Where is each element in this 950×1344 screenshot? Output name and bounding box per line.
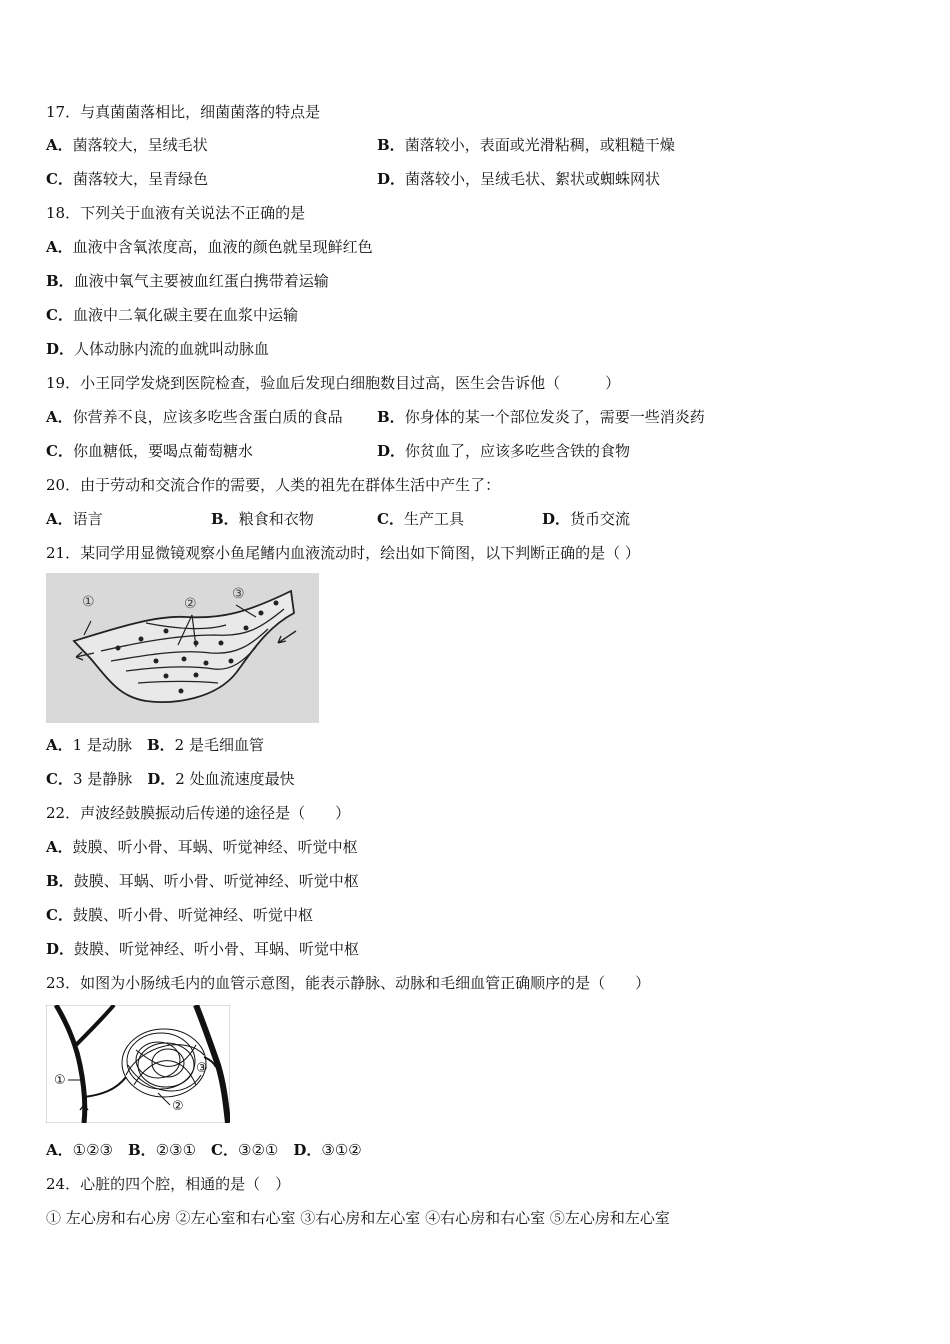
option-text: 你营养不良，应该多吃些含蛋白质的食品 bbox=[72, 408, 343, 426]
q22-option-c bbox=[46, 905, 313, 925]
q20-option-c bbox=[377, 509, 464, 529]
q20-option-a bbox=[46, 509, 103, 529]
option-text: ③①② bbox=[321, 1141, 362, 1159]
option-label: C． bbox=[377, 510, 404, 528]
option-label: D． bbox=[377, 170, 406, 188]
option-text: 血液中二氧化碳主要在血浆中运输 bbox=[72, 306, 298, 324]
option-label: C． bbox=[46, 770, 73, 788]
option-label: A． bbox=[46, 238, 73, 256]
q18-option-a bbox=[46, 237, 373, 257]
option-text: 1 是动脉 bbox=[72, 736, 132, 754]
option-label: B． bbox=[46, 872, 74, 890]
option-text: 菌落较大，呈绒毛状 bbox=[72, 136, 208, 154]
option-label: A． bbox=[46, 838, 73, 856]
option-label: B． bbox=[46, 272, 74, 290]
option-label: A． bbox=[46, 736, 73, 754]
option-label: B． bbox=[377, 136, 405, 154]
label-1: ① bbox=[54, 1073, 66, 1088]
option-text: 血液中氧气主要被血红蛋白携带着运输 bbox=[73, 272, 329, 290]
q19-option-b bbox=[377, 407, 705, 427]
option-text: 鼓膜、听小骨、耳蜗、听觉神经、听觉中枢 bbox=[72, 838, 358, 856]
option-text: 鼓膜、听觉神经、听小骨、耳蜗、听觉中枢 bbox=[74, 940, 360, 958]
option-label: C． bbox=[46, 306, 73, 324]
option-label: B． bbox=[146, 736, 175, 754]
option-label: A． bbox=[46, 408, 73, 426]
q19-option-c bbox=[46, 441, 253, 461]
option-text: 你身体的某一个部位发炎了，需要一些消炎药 bbox=[404, 408, 705, 426]
label-1: ① bbox=[82, 594, 95, 610]
q18-option-d bbox=[46, 339, 269, 359]
q17-option-a bbox=[46, 135, 208, 155]
option-text: 生产工具 bbox=[403, 510, 464, 528]
option-label: B． bbox=[377, 408, 405, 426]
q17-option-c bbox=[46, 169, 208, 189]
option-text: 菌落较小，呈绒毛状、絮状或蜘蛛网状 bbox=[405, 170, 661, 188]
q22-option-a bbox=[46, 837, 358, 857]
option-text: 你血糖低，要喝点葡萄糖水 bbox=[72, 442, 253, 460]
option-label: A． bbox=[46, 136, 73, 154]
label-2: ② bbox=[172, 1099, 184, 1114]
option-label: B． bbox=[211, 510, 239, 528]
option-label: C． bbox=[46, 170, 73, 188]
option-text: 语言 bbox=[72, 510, 103, 528]
q18-option-b bbox=[46, 271, 329, 291]
option-text: 货币交流 bbox=[570, 510, 631, 528]
option-label: D． bbox=[377, 442, 406, 460]
q17-option-d bbox=[377, 169, 660, 189]
q24-items: ① 左心房和右心房 ②左心室和右心室 ③右心房和左心室 ④右心房和右心室 ⑤左心房和左心室 bbox=[46, 1209, 670, 1227]
option-label: D． bbox=[542, 510, 571, 528]
label-3: ③ bbox=[232, 586, 245, 602]
option-text: 2 处血流速度最快 bbox=[175, 770, 295, 788]
option-text: 菌落较大，呈青绿色 bbox=[72, 170, 208, 188]
q20-option-d bbox=[542, 509, 630, 529]
option-text: 粮食和衣物 bbox=[238, 510, 314, 528]
q22-stem: 22．声波经鼓膜振动后传递的途径是（ ） bbox=[46, 804, 351, 822]
option-text: 鼓膜、听小骨、听觉神经、听觉中枢 bbox=[72, 906, 313, 924]
option-label: C． bbox=[46, 442, 73, 460]
option-text: 人体动脉内流的血就叫动脉血 bbox=[74, 340, 270, 358]
q20-option-b bbox=[211, 509, 314, 529]
option-label: A． bbox=[46, 1141, 73, 1159]
option-text: ③②① bbox=[238, 1141, 279, 1159]
q22-option-d bbox=[46, 939, 359, 959]
option-label: C． bbox=[211, 1141, 238, 1159]
q20-stem: 20．由于劳动和交流合作的需要，人类的祖先在群体生活中产生了： bbox=[46, 476, 501, 494]
q23-stem: 23．如图为小肠绒毛内的血管示意图，能表示静脉、动脉和毛细血管正确顺序的是（ ） bbox=[46, 974, 651, 992]
q19-stem: 19．小王同学发烧到医院检查，验血后发现白细胞数目过高，医生会告诉他（ ） bbox=[46, 374, 621, 392]
q17-stem: 17．与真菌菌落相比，细菌菌落的特点是 bbox=[46, 103, 321, 121]
option-label: C． bbox=[46, 906, 73, 924]
option-text: 鼓膜、耳蜗、听小骨、听觉神经、听觉中枢 bbox=[73, 872, 359, 890]
option-label: A． bbox=[46, 510, 73, 528]
fish-tail-blood-flow-figure bbox=[46, 573, 319, 723]
option-text: 你贫血了，应该多吃些含铁的食物 bbox=[405, 442, 631, 460]
option-text: 血液中含氧浓度高，血液的颜色就呈现鲜红色 bbox=[72, 238, 373, 256]
option-text: 菌落较小，表面或光滑粘稠，或粗糙干燥 bbox=[404, 136, 675, 154]
option-label: D． bbox=[46, 340, 75, 358]
q22-option-b bbox=[46, 871, 359, 891]
q17-option-b bbox=[377, 135, 675, 155]
q24-stem: 24．心脏的四个腔，相通的是（ ） bbox=[46, 1175, 291, 1193]
q19-option-a bbox=[46, 407, 343, 427]
q21-option-ab bbox=[46, 735, 264, 755]
q23-options bbox=[46, 1140, 362, 1160]
q18-stem: 18．下列关于血液有关说法不正确的是 bbox=[46, 204, 306, 222]
q21-stem: 21．某同学用显微镜观察小鱼尾鳍内血液流动时，绘出如下简图，以下判断正确的是（ ） bbox=[46, 544, 640, 562]
option-text: 2 是毛细血管 bbox=[174, 736, 264, 754]
option-label: D． bbox=[293, 1141, 322, 1159]
option-text: 3 是静脉 bbox=[72, 770, 133, 788]
option-text: ②③① bbox=[155, 1141, 197, 1159]
option-label: D． bbox=[46, 940, 75, 958]
q19-option-d bbox=[377, 441, 630, 461]
label-3: ③ bbox=[196, 1061, 208, 1076]
option-text: ①②③ bbox=[72, 1141, 113, 1159]
intestinal-villus-vessels-figure bbox=[46, 1005, 230, 1123]
q21-option-cd bbox=[46, 769, 295, 789]
option-label: D． bbox=[147, 770, 176, 788]
label-2: ② bbox=[184, 596, 197, 612]
q18-option-c bbox=[46, 305, 298, 325]
option-label: B． bbox=[128, 1141, 156, 1159]
